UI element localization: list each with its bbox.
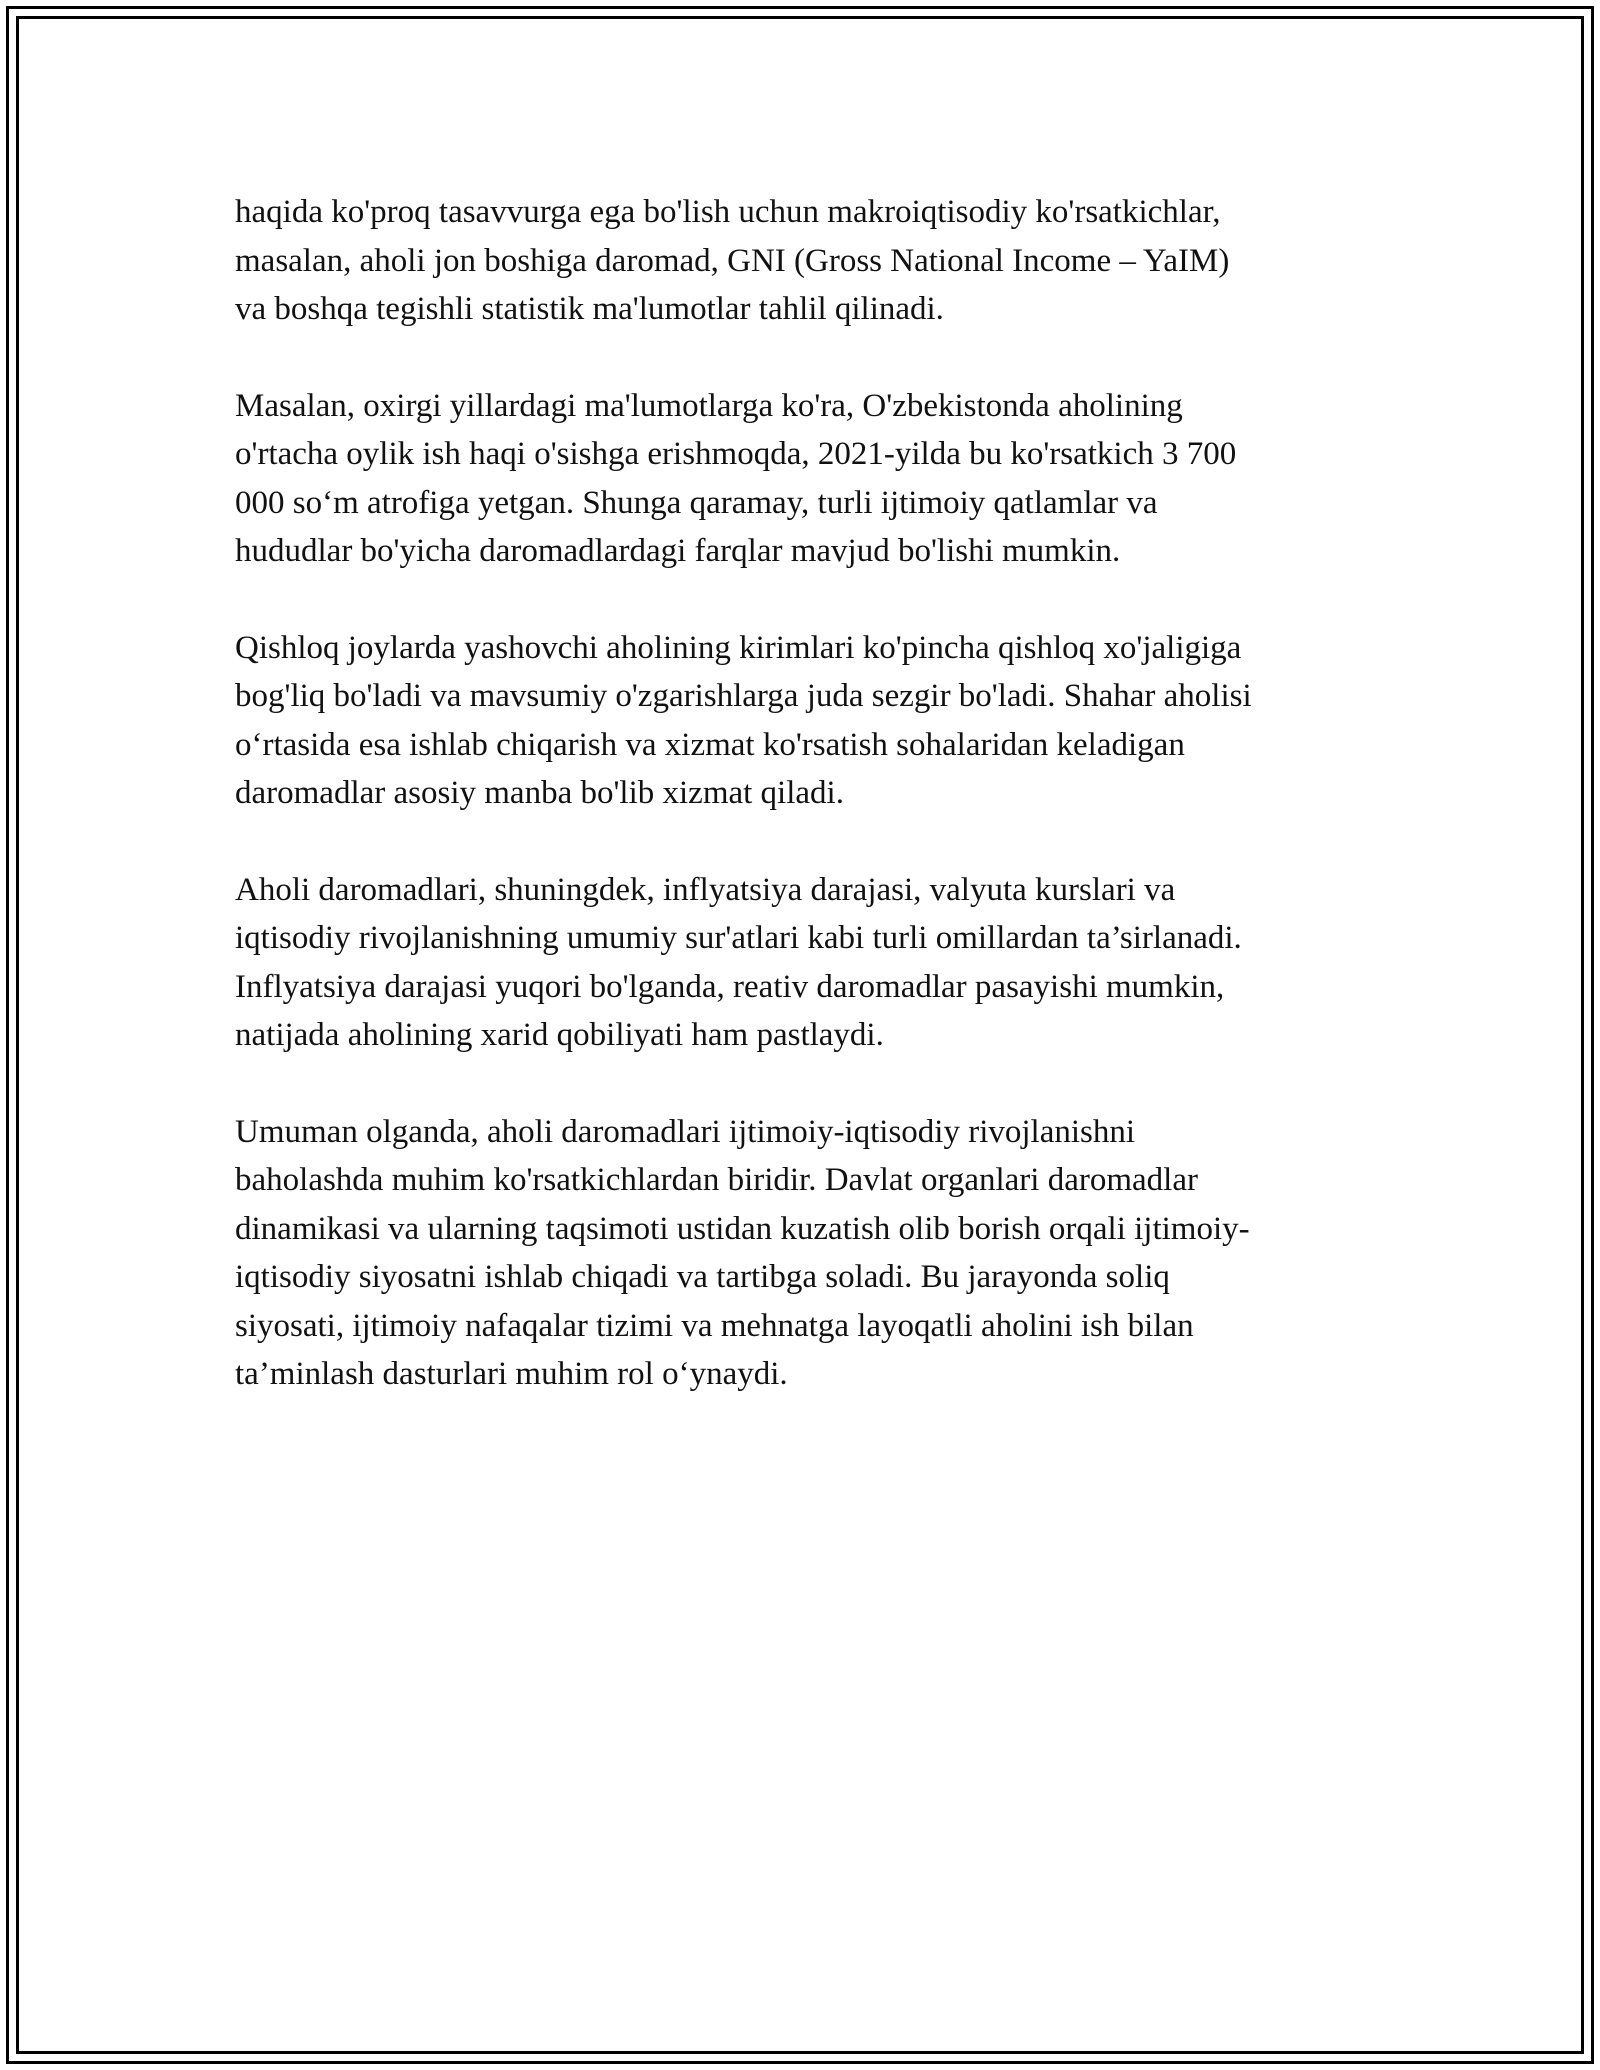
- paragraph-line: bog'liq bo'ladi va mavsumiy o'zgarishlarga juda sezgir bo'ladi. Shahar aholisi: [235, 678, 1252, 714]
- paragraph-line: Qishloq joylarda yashovchi aholining kirimlari ko'pincha qishloq xo'jaligiga: [235, 629, 1242, 666]
- paragraph-line: baholashda muhim ko'rsatkichlardan biridir. Davlat organlari daromadlar: [235, 1162, 1198, 1198]
- paragraph-line: iqtisodiy rivojlanishning umumiy sur'atlari kabi turli omillardan ta’sirlanadi.: [235, 920, 1242, 956]
- paragraph-line: Umuman olganda, aholi daromadlari ijtimoiy-iqtisodiy rivojlanishni: [235, 1113, 1136, 1150]
- paragraph-line: o‘rtasida esa ishlab chiqarish va xizmat ko'rsatish sohalaridan keladigan: [235, 726, 1185, 763]
- paragraph-line: natijada aholining xarid qobiliyati ham pastlaydi.: [235, 1017, 884, 1053]
- paragraph-line: ta’minlash dasturlari muhim rol o‘ynaydi.: [235, 1356, 788, 1392]
- paragraph-2: [235, 382, 1385, 576]
- paragraph-5: [235, 1108, 1385, 1399]
- paragraph-4: [235, 866, 1385, 1060]
- paragraph-line: daromadlar asosiy manba bo'lib xizmat qiladi.: [235, 775, 844, 811]
- paragraph-line: haqida ko'proq tasavvurga ega bo'lish uchun makroiqtisodiy ko'rsatkichlar,: [235, 194, 1221, 230]
- paragraph-line: va boshqa tegishli statistik ma'lumotlar tahlil qilinadi.: [235, 291, 944, 327]
- paragraph-line: siyosati, ijtimoiy nafaqalar tizimi va mehnatga layoqatli aholini ish bilan: [235, 1307, 1194, 1344]
- paragraph-line: 000 so‘m atrofiga yetgan. Shunga qaramay, turli ijtimoiy qatlamlar va: [235, 484, 1158, 521]
- paragraph-line: dinamikasi va ularning taqsimoti ustidan kuzatish olib borish orqali ijtimoiy-: [235, 1210, 1250, 1247]
- paragraph-3: [235, 624, 1385, 818]
- paragraph-line: masalan, aholi jon boshiga daromad, GNI (Gross National Income – YaIM): [235, 242, 1230, 279]
- paragraph-line: hududlar bo'yicha daromadlardagi farqlar mavjud bo'lishi mumkin.: [235, 533, 1121, 569]
- paragraph-line: Aholi daromadlari, shuningdek, inflyatsiya darajasi, valyuta kurslari va: [235, 871, 1176, 908]
- document-body: [235, 188, 1385, 1447]
- paragraph-line: Inflyatsiya darajasi yuqori bo'lganda, reativ daromadlar pasayishi mumkin,: [235, 968, 1225, 1005]
- paragraph-line: Masalan, oxirgi yillardagi ma'lumotlarga ko'ra, O'zbekistonda aholining: [235, 387, 1183, 424]
- paragraph-line: iqtisodiy siyosatni ishlab chiqadi va tartibga soladi. Bu jarayonda soliq: [235, 1259, 1170, 1295]
- paragraph-line: o'rtacha oylik ish haqi o'sishga erishmoqda, 2021-yilda bu ko'rsatkich 3 700: [235, 436, 1237, 472]
- paragraph-1: [235, 188, 1385, 334]
